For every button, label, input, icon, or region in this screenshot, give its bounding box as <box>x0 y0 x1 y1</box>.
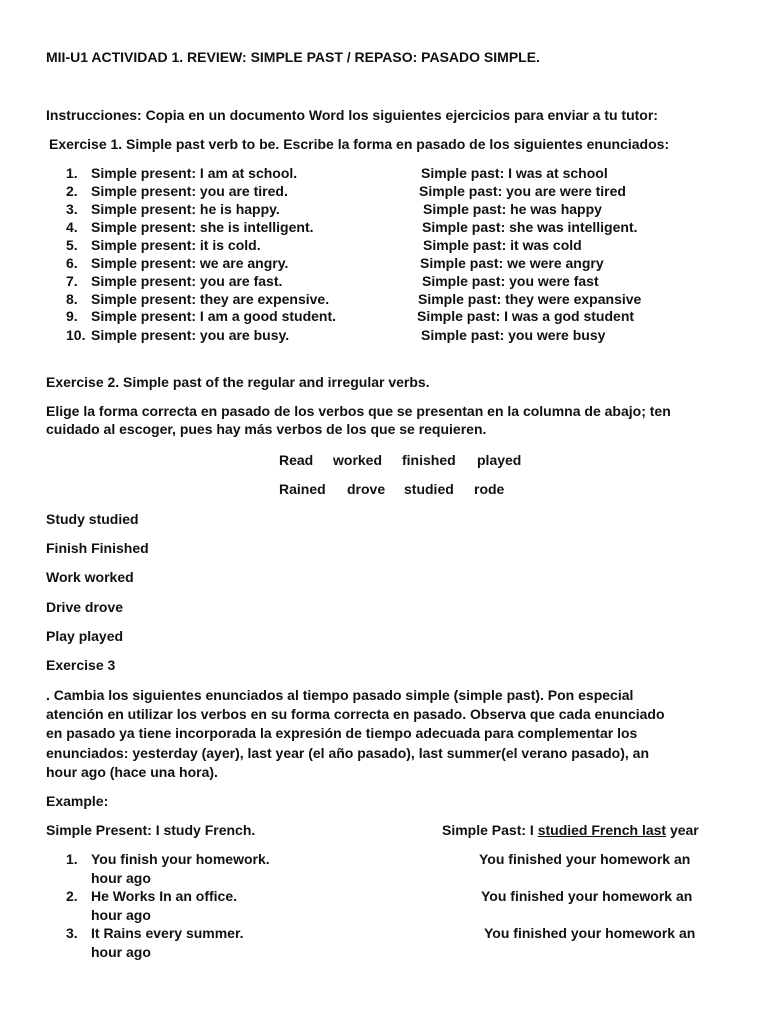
present-sentence: Simple present: it is cold. <box>91 237 261 253</box>
word-bank-item: rode <box>474 481 505 497</box>
exercise3-heading: Exercise 3 <box>46 657 116 673</box>
example-present: Simple Present: I study French. <box>46 822 256 838</box>
item-number: 1. <box>66 851 78 867</box>
item-number: 5. <box>66 237 78 253</box>
word-bank-item: finished <box>402 452 456 468</box>
present-sentence: Simple present: you are tired. <box>91 183 288 199</box>
item-number: 8. <box>66 291 78 307</box>
paragraph-line: enunciados: yesterday (ayer), last year (el año pasado), last summer(el verano pasado), an <box>46 745 649 761</box>
paragraph-line: atención en utilizar los verbos en su forma correcta en pasado. Observa que cada enunciado <box>46 706 665 722</box>
item-number: 3. <box>66 925 78 941</box>
item-number: 3. <box>66 201 78 217</box>
present-sentence: Simple present: they are expensive. <box>91 291 330 307</box>
past-answer: You finished your homework an <box>479 851 691 867</box>
answer-line: Study studied <box>46 511 139 527</box>
answer-line: Work worked <box>46 569 134 585</box>
word-bank-item: Read <box>279 452 314 468</box>
past-answer: Simple past: you are were tired <box>419 183 626 199</box>
word-bank-item: Rained <box>279 481 326 497</box>
item-number: 2. <box>66 183 78 199</box>
word-bank-item: played <box>477 452 522 468</box>
exercise2-heading: Exercise 2. Simple past of the regular and irregular verbs. <box>46 374 430 390</box>
present-sentence: Simple present: you are busy. <box>91 327 290 343</box>
exercise1-heading: Exercise 1. Simple past verb to be. Escribe la forma en pasado de los siguientes enunciados: <box>49 136 670 152</box>
item-number: 4. <box>66 219 78 235</box>
example-past-prefix: Simple Past: I <box>442 822 538 838</box>
paragraph-line: hour ago (hace una hora). <box>46 764 218 780</box>
exercise2-instructions-line2: cuidado al escoger, pues hay más verbos de los que se requieren. <box>46 421 487 437</box>
exercise2-instructions-line1: Elige la forma correcta en pasado de los verbos que se presentan en la columna de abajo; ten <box>46 403 671 419</box>
document-title: MII-U1 ACTIVIDAD 1. REVIEW: SIMPLE PAST / REPASO: PASADO SIMPLE. <box>46 49 540 65</box>
item-number: 10. <box>66 327 86 343</box>
item-number: 2. <box>66 888 78 904</box>
item-number: 9. <box>66 308 78 324</box>
present-sentence: You finish your homework. <box>91 851 270 867</box>
past-answer: Simple past: I was a god student <box>417 308 635 324</box>
past-answer: Simple past: they were expansive <box>418 291 642 307</box>
answer-line: Finish Finished <box>46 540 149 556</box>
present-sentence: Simple present: he is happy. <box>91 201 280 217</box>
answer-line: Drive drove <box>46 599 124 615</box>
past-answer: Simple past: you were fast <box>422 273 599 289</box>
past-answer: Simple past: I was at school <box>421 165 608 181</box>
example-past-underlined: studied French last <box>537 822 667 838</box>
past-answer: You finished your homework an <box>481 888 693 904</box>
past-answer: You finished your homework an <box>484 925 696 941</box>
answer-continuation: hour ago <box>91 907 151 923</box>
present-sentence: Simple present: I am at school. <box>91 165 298 181</box>
word-bank-item: worked <box>333 452 383 468</box>
present-sentence: He Works In an office. <box>91 888 237 904</box>
present-sentence: Simple present: we are angry. <box>91 255 289 271</box>
present-sentence: It Rains every summer. <box>91 925 244 941</box>
paragraph-line: . Cambia los siguientes enunciados al tiempo pasado simple (simple past). Pon especial <box>46 687 634 703</box>
past-answer: Simple past: she was intelligent. <box>422 219 638 235</box>
word-bank-item: drove <box>347 481 386 497</box>
answer-continuation: hour ago <box>91 944 151 960</box>
present-sentence: Simple present: you are fast. <box>91 273 283 289</box>
answer-line: Play played <box>46 628 124 644</box>
instructions-text: Instrucciones: Copia en un documento Word los siguientes ejercicios para enviar a tu tutor: <box>46 107 658 123</box>
item-number: 6. <box>66 255 78 271</box>
past-answer: Simple past: you were busy <box>421 327 606 343</box>
example-past-suffix: year <box>666 822 699 838</box>
example-past <box>442 822 699 839</box>
word-bank-item: studied <box>404 481 454 497</box>
past-answer: Simple past: it was cold <box>423 237 582 253</box>
past-answer: Simple past: we were angry <box>420 255 604 271</box>
answer-continuation: hour ago <box>91 870 151 886</box>
item-number: 7. <box>66 273 78 289</box>
present-sentence: Simple present: she is intelligent. <box>91 219 314 235</box>
item-number: 1. <box>66 165 78 181</box>
example-label: Example: <box>46 793 109 809</box>
paragraph-line: en pasado ya tiene incorporada la expresión de tiempo adecuada para complementar los <box>46 725 638 741</box>
present-sentence: Simple present: I am a good student. <box>91 308 337 324</box>
past-answer: Simple past: he was happy <box>423 201 602 217</box>
